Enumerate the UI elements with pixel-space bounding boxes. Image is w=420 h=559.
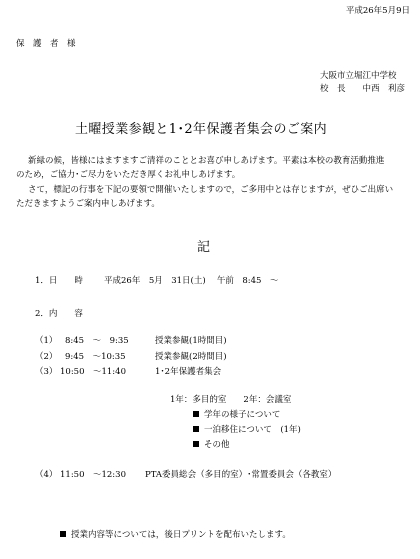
body-paragraph-1-line-1: 新緑の候，皆様にはますますご清祥のこととお喜び申しあげます。平素は本校の教育活動推進 <box>28 156 385 166</box>
schedule-3-desc: 1･2年保護者集会 <box>155 367 222 377</box>
schedule-1-num: （1） <box>35 336 58 346</box>
square-bullet-icon <box>193 441 199 447</box>
schedule-2-desc: 授業参観(2時間目) <box>155 352 227 362</box>
footer-note <box>60 530 291 541</box>
schedule-2-num: （2） <box>35 352 58 362</box>
schedule-4-time: 11:50 ～12:30 <box>60 470 126 480</box>
schedule-3-time: 10:50 ～11:40 <box>60 367 126 377</box>
schedule-3-num: （3） <box>35 367 58 377</box>
topic-label: 学年の様子について <box>204 410 281 420</box>
venue-info: 1年：多目的室 2年：会議室 <box>170 395 292 405</box>
principal-name: 校 長 中西 利彦 <box>320 84 406 94</box>
body-paragraph-2-line-1: さて，標記の行事を下記の要領で開催いたしますので，ご多用中とは存じますが，ぜひご出席い <box>28 185 394 195</box>
topic-item <box>193 440 230 451</box>
topic-label: 一泊移住について (1年) <box>204 425 301 435</box>
schedule-2-time: 9:45 ～10:35 <box>65 352 126 362</box>
document-title: 土曜授業参観と1･2年保護者集会のご案内 <box>75 122 328 137</box>
item-2-label: 2．内 容 <box>35 309 83 319</box>
body-paragraph-1-line-2: のため，ご協力･ご尽力をいただき厚くお礼申しあげます。 <box>16 170 241 180</box>
document-date: 平成26年5月9日 <box>345 6 410 16</box>
topic-item <box>193 410 280 421</box>
schedule-4-num: （4） <box>35 470 58 480</box>
item-1-value: 平成26年 5月 31日(土) 午前 8:45 ～ <box>104 276 279 286</box>
body-paragraph-2-line-2: ただきますようご案内申しあげます。 <box>16 199 160 209</box>
item-1-label: 1．日 時 <box>35 276 83 286</box>
school-name: 大阪市立堀江中学校 <box>320 71 397 81</box>
topic-label: その他 <box>204 440 230 450</box>
ki-heading: 記 <box>197 240 211 255</box>
square-bullet-icon <box>193 411 199 417</box>
square-bullet-icon <box>60 531 66 537</box>
schedule-4-desc: PTA委員総会（多目的室）･常置委員会（各教室） <box>145 470 337 480</box>
schedule-1-desc: 授業参観(1時間目) <box>155 336 227 346</box>
recipient: 保 護 者 様 <box>16 39 76 49</box>
footer-note-text: 授業内容等については，後日プリントを配布いたします。 <box>71 530 291 540</box>
square-bullet-icon <box>193 426 199 432</box>
topic-item <box>193 425 301 436</box>
schedule-1-time: 8:45 ～ 9:35 <box>65 336 129 346</box>
